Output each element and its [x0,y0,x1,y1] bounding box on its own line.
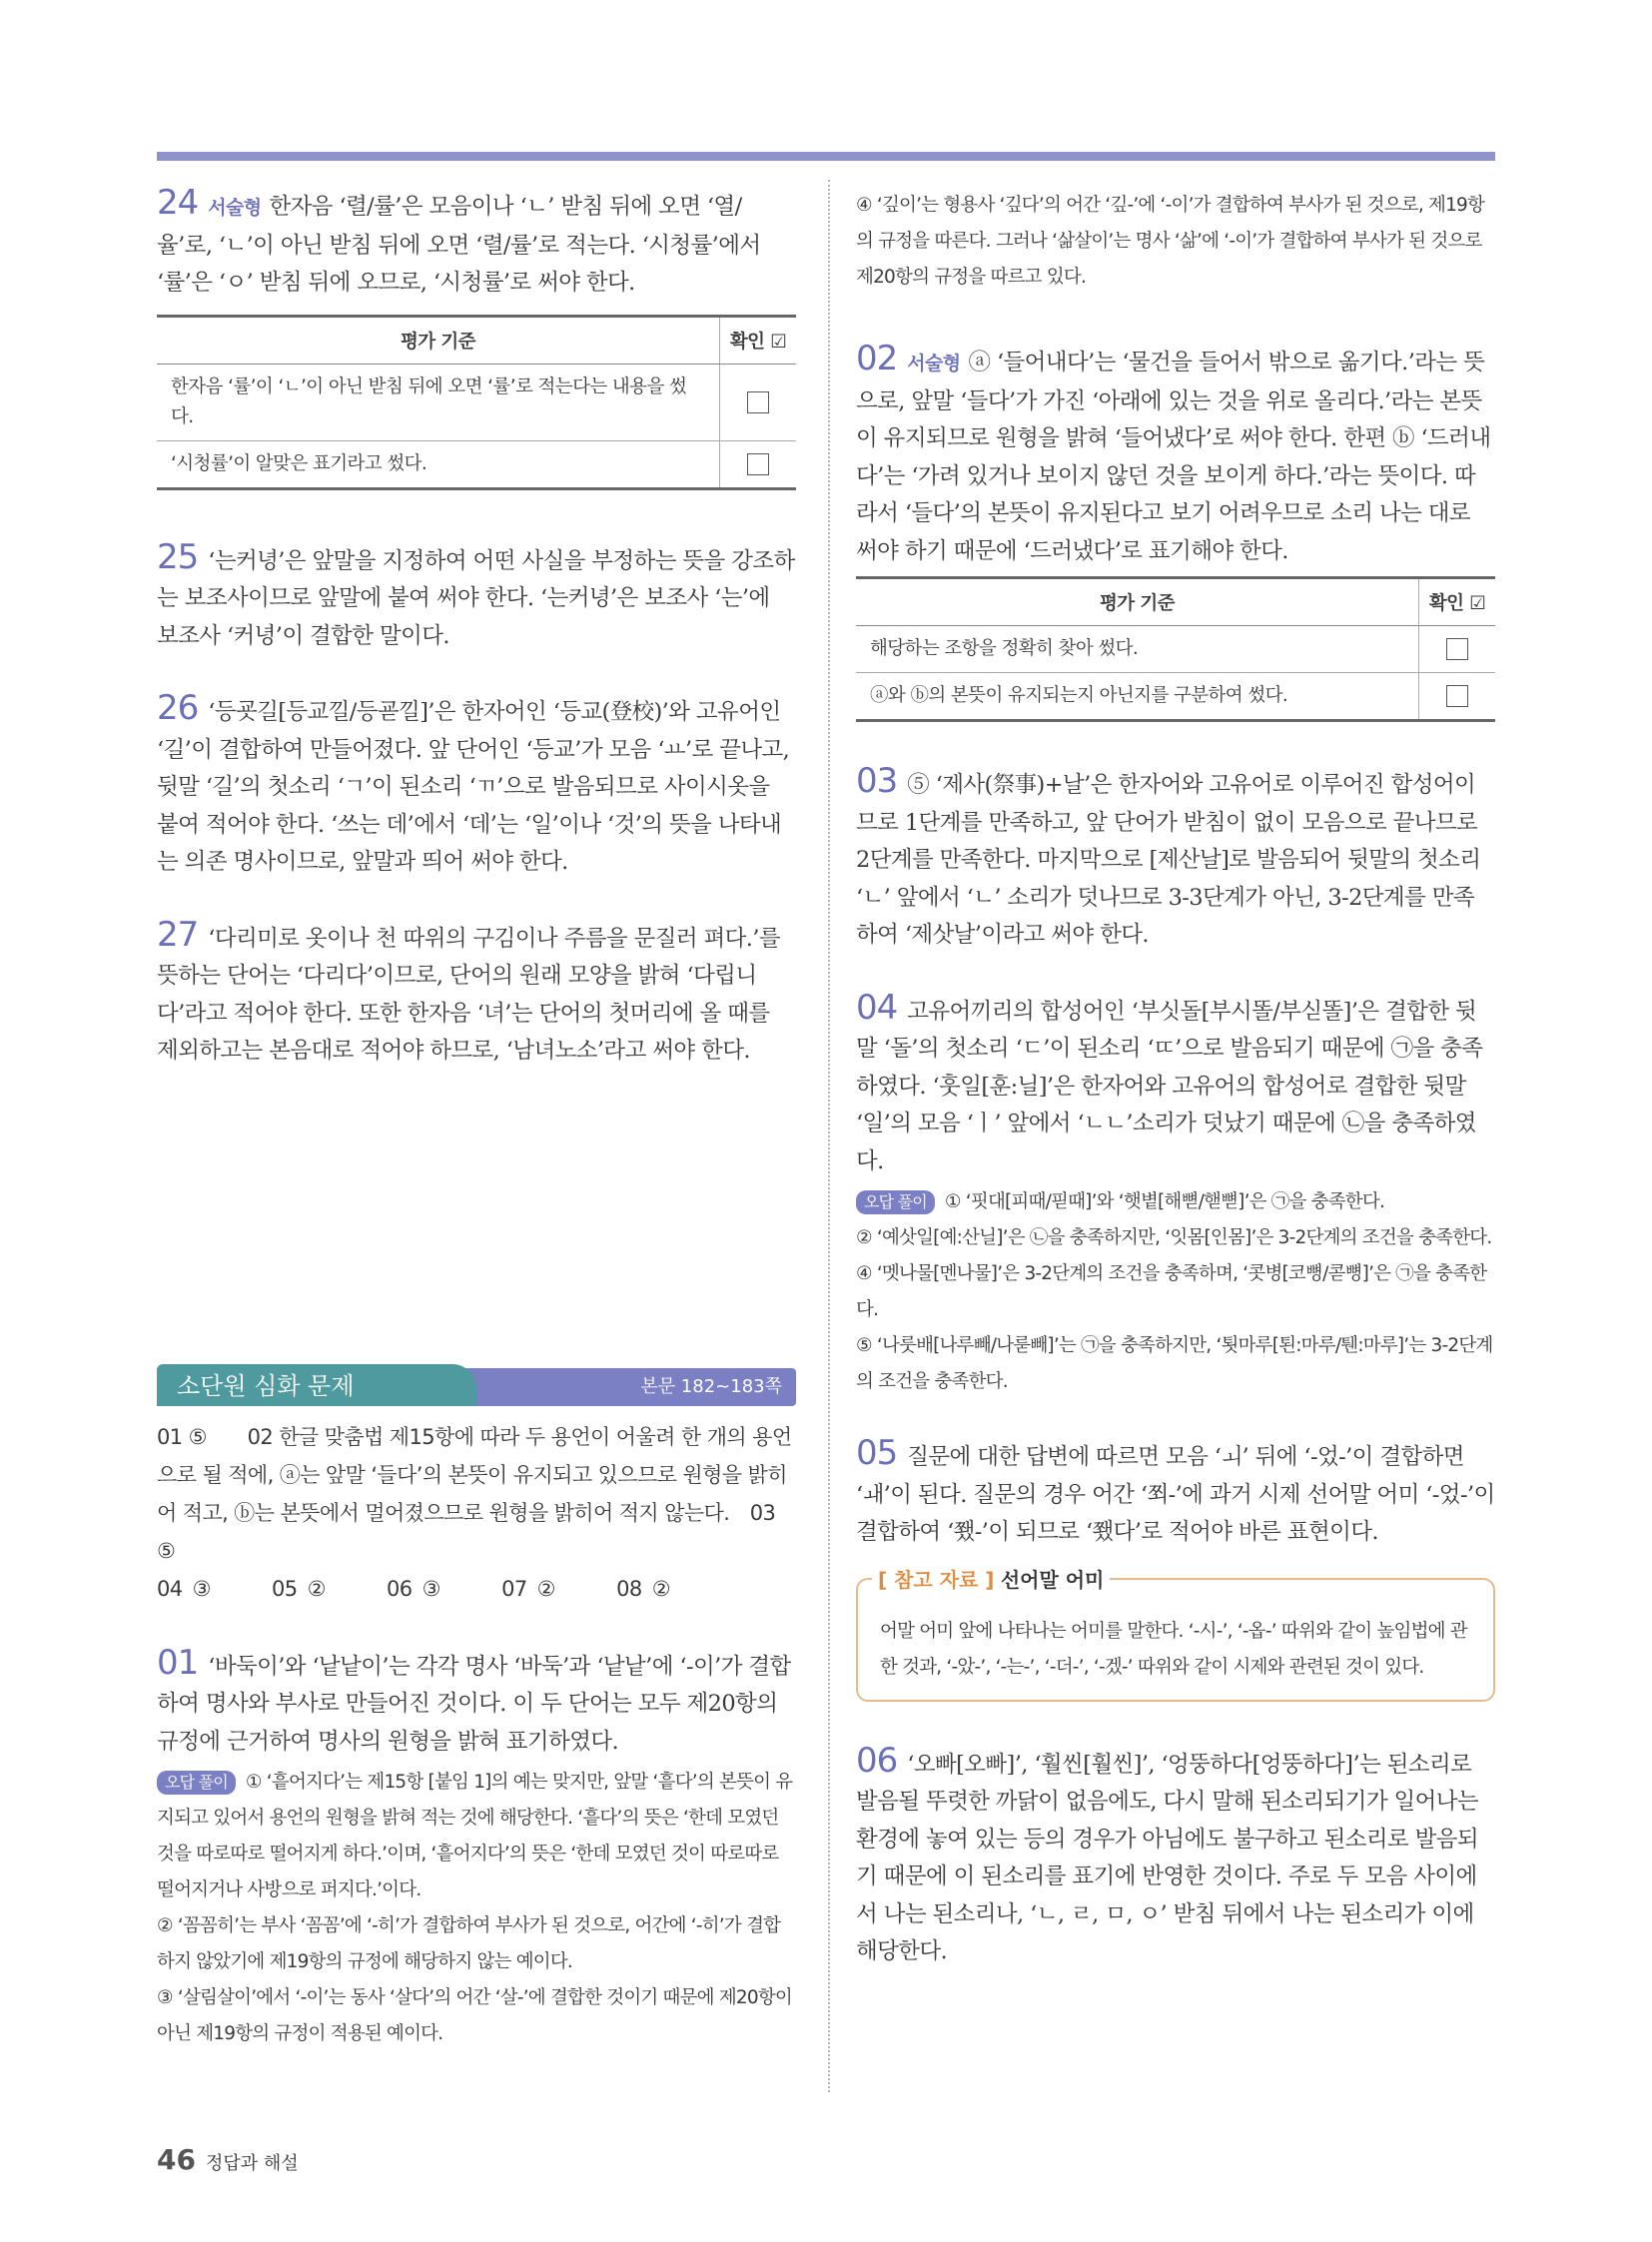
wrong-answer-tag: 오답 풀이 [157,1771,236,1795]
page-number: 46 [157,2143,196,2176]
table-row [856,673,1495,721]
criteria-text: ⓐ와 ⓑ의 본뜻이 유지되는지 아닌지를 구분하여 썼다. [856,673,1419,721]
question-number: 27 [157,914,199,955]
question-24 [157,183,796,490]
criteria-text: 한자음 ‘률’이 ‘ㄴ’이 아닌 받침 뒤에 오면 ‘률’로 적는다는 내용을 썼다. [157,364,720,440]
table-row [856,626,1495,673]
question-number: 01 [157,1642,199,1683]
page-footer [157,2143,299,2176]
right-column [856,188,1495,1971]
section-banner [157,1360,796,1406]
footer-title: 정답과 해설 [205,2153,299,2174]
question-text: ‘등굣길[등교낄/등굗낄]’은 한자어인 ‘등교(登校)’와 고유어인 ‘길’이 결합하여 만들어졌다. 앞 단어인 ‘등교’가 모음 ‘ㅛ’로 끝나고, 뒷말 ‘길’의 첫소리 ‘ㄱ’이 된소리 ‘ㄲ’으로 발음되므로 사이시옷을 붙여 적어야 한다. ‘쓰는 데’에서 ‘데’는 ‘일’이나 ‘것’의 뜻을 나타내는 의존 명사이므로, 앞말과 띄어 써야 한다. [157,699,790,875]
note-text: ① ‘흩어지다’는 제15항 [붙임 1]의 예는 맞지만, 앞말 ‘흩다’의 본뜻이 유지되고 있어서 용언의 원형을 밝혀 적는 것에 해당한다. ‘흩다’의 뜻은 ‘한데 모였던 것을 따로따로 떨어지게 하다.’이며, ‘흩어지다’의 뜻은 ‘한데 모였던 것이 따로따로 떨어지거나 사방으로 퍼지다.’이다. [157,1772,793,1900]
reference-text: 어말 어미 앞에 나타나는 어미를 말한다. ‘-시-’, ‘-옵-’ 따위와 같이 높임법에 관한 것과, ‘-았-’, ‘-는-’, ‘-더-’, ‘-겠-’ 따위와 같이 시제와 관련된 것이 있다. [880,1620,1467,1678]
essay-label: 서술형 [208,197,262,219]
banner-page-ref: 본문 182~183쪽 [640,1375,782,1397]
table-header-criteria: 평가 기준 [856,578,1419,626]
question-04 [856,987,1495,1401]
wrong-answer-tag: 오답 풀이 [856,1190,935,1214]
question-01 [157,1642,796,2053]
table-row [157,364,796,440]
question-number: 26 [157,688,199,728]
question-number: 04 [856,987,898,1028]
question-number: 02 [856,339,898,378]
left-column [157,183,796,2052]
checkbox[interactable] [747,391,769,413]
question-number: 06 [856,1740,898,1781]
question-06 [856,1740,1495,1971]
question-text: ⓐ ‘들어내다’는 ‘물건을 들어서 밖으로 옮기다.’라는 뜻으로, 앞말 ‘들다’가 가진 ‘아래에 있는 것을 위로 올리다.’라는 본뜻이 유지되므로 원형을 밝혀 ‘들어냈다’로 써야 한다. 한편 ⓑ ‘드러내다’는 ‘가려 있거나 보이지 않던 것을 보이게 하다.’라는 뜻이다. 따라서 ‘들다’의 본뜻이 유지된다고 보기 어려우므로 소리 나는 대로 써야 하기 때문에 ‘드러냈다’로 표기해야 한다. [856,350,1491,564]
question-text: ‘다리미로 옷이나 천 따위의 구김이나 주름을 문질러 펴다.’를 뜻하는 단어는 ‘다리다’이므로, 단어의 원래 모양을 밝혀 ‘다립니다’라고 적어야 한다. 또한 한자음 ‘녀’는 단어의 첫머리에 올 때를 제외하고는 본음대로 적어야 하므로, ‘남녀노소’라고 써야 한다. [157,925,781,1064]
table-header-check: 확인 ☑ [720,316,797,364]
question-number: 05 [856,1433,898,1473]
question-text: 고유어끼리의 합성어인 ‘부싯돌[부시똘/부싣똘]’은 결합한 뒷말 ‘돌’의 첫소리 ‘ㄷ’이 된소리 ‘ㄸ’으로 발음되기 때문에 ㉠을 충족하였다. ‘훗일[훈:닐]’은 한자어와 고유어의 합성어로 결합한 뒷말 ‘일’의 모음 ‘ㅣ’ 앞에서 ‘ㄴㄴ’소리가 덧났기 때문에 ㉡을 충족하였다. [856,998,1483,1174]
banner-title: 소단원 심화 문제 [157,1364,476,1406]
answer-line: 01 ⑤ 02 한글 맞춤법 제15항에 따라 두 용언이 어울려 한 개의 용언으로 될 적에, ⓐ는 앞말 ‘들다’의 본뜻이 유지되고 있으므로 원형을 밝히어 적고, ⓑ는 본뜻에서 멀어졌으므로 원형을 밝히어 적지 않는다. 03 ⑤ [157,1424,792,1563]
note-text: ② ‘예삿일[예:산닐]’은 ㉡을 충족하지만, ‘잇몸[인몸]’은 3-2단계의 조건을 충족한다. [856,1227,1492,1248]
reference-box [856,1567,1495,1702]
question-text: ‘는커녕’은 앞말을 지정하여 어떤 사실을 부정하는 뜻을 강조하는 보조사이므로 앞말에 붙여 써야 한다. ‘는커녕’은 보조사 ‘는’에 보조사 ‘커녕’이 결합한 말이다. [157,547,795,649]
question-number: 25 [157,536,199,577]
reference-title [872,1564,1110,1593]
top-accent-bar [157,152,1495,161]
question-text: ‘바둑이’와 ‘낱낱이’는 각각 명사 ‘바둑’과 ‘낱낱’에 ‘-이’가 결합하여 명사와 부사로 만들어진 것이다. 이 두 단어는 모두 제20항의 규정에 근거하여 명사의 원형을 밝혀 표기하였다. [157,1653,791,1755]
note-text: ⑤ ‘나룻배[나루빼/나룯빼]’는 ㉠을 충족하지만, ‘툇마루[퇸:마루/퉨:마루]’는 3-2단계의 조건을 충족한다. [856,1335,1493,1392]
column-divider [828,180,830,2092]
question-number: 03 [856,761,898,801]
note-text: ② ‘꼼꼼히’는 부사 ‘꼼꼼’에 ‘-히’가 결합하여 부사가 된 것으로, 어간에 ‘-히’가 결합하지 않았기에 제19항의 규정에 해당하지 않는 예이다. [157,1915,781,1972]
criteria-text: ‘시청률’이 알맞은 표기라고 썼다. [157,440,720,488]
question-02 [856,339,1495,722]
note-text: ③ ‘살림살이’에서 ‘-이’는 동사 ‘살다’의 어간 ‘살-’에 결합한 것이기 때문에 제20항이 아닌 제19항의 규정이 적용된 예이다. [157,1987,792,2044]
question-26 [157,688,796,882]
criteria-text: 해당하는 조항을 정확히 찾아 썼다. [856,626,1419,673]
question-text: 질문에 대한 답변에 따르면 모음 ‘ㅚ’ 뒤에 ‘-었-’이 결합하면 ‘ㅙ’이 된다. 질문의 경우 어간 ‘쬐-’에 과거 시제 선어말 어미 ‘-었-’이 결합하여 ‘쬈-’이 되므로 ‘쬈다’로 적어야 바른 표현이다. [856,1444,1495,1545]
question-27 [157,914,796,1071]
table-row [157,440,796,488]
answer-line: 04 ③ 05 ② 06 ③ 07 ② 08 ② [157,1576,670,1601]
question-number: 24 [157,183,199,223]
note-text: ① ‘핏대[피때/핃때]’와 ‘햇볕[해뼏/핻뼏]’은 ㉠을 충족한다. [944,1191,1385,1212]
reference-bracket: [ 참고 자료 ] [878,1567,995,1592]
note-text: ④ ‘깊이’는 형용사 ‘깊다’의 어간 ‘깊-’에 ‘-이’가 결합하여 부사가 된 것으로, 제19항의 규정을 따른다. 그러나 ‘삶살이’는 명사 ‘삶’에 ‘-이’가 결합하여 부사가 된 것으로 제20항의 규정을 따르고 있다. [856,195,1485,288]
checkbox[interactable] [747,453,769,475]
table-header-criteria: 평가 기준 [157,316,720,364]
question-03 [856,761,1495,955]
question-text: ‘오빠[오빠]’, ‘훨씬[훨씬]’, ‘엉뚱하다[엉뚱하다]’는 된소리로 발음될 뚜렷한 까닭이 없음에도, 다시 말해 된소리되기가 일어나는 환경에 놓여 있는 등의 경우가 아님에도 불구하고 된소리로 발음되기 때문에 이 된소리를 표기에 반영한 것이다. 주로 두 모음 사이에서 나는 된소리나, ‘ㄴ, ㄹ, ㅁ, ㅇ’ 받침 뒤에서 나는 된소리가 이에 해당한다. [856,1751,1479,1964]
evaluation-table [856,576,1495,722]
checkbox[interactable] [1446,685,1468,707]
question-text: 한자음 ‘렬/률’은 모음이나 ‘ㄴ’ 받침 뒤에 오면 ‘열/율’로, ‘ㄴ’이 아닌 받침 뒤에 오면 ‘렬/률’로 적는다. ‘시청률’에서 ‘률’은 ‘ㅇ’ 받침 뒤에 오므로, ‘시청률’로 써야 한다. [157,194,761,296]
reference-heading: 선어말 어미 [1000,1567,1105,1592]
question-25 [157,536,796,656]
question-text: ⑤ ‘제사(祭事)+날’은 한자어와 고유어로 이루어진 합성어이므로 1단계를 만족하고, 앞 단어가 받침이 없이 모음으로 끝나므로 2단계를 만족한다. 마지막으로 [제산날]로 발음되어 뒷말의 첫소리 ‘ㄴ’ 앞에서 ‘ㄴ’ 소리가 덧나므로 3-3단계가 아닌, 3-2단계를 만족하여 ‘제삿날’이라고 써야 한다. [856,772,1481,948]
evaluation-table [157,315,796,490]
checkbox[interactable] [1446,638,1468,660]
question-05 [856,1433,1495,1702]
essay-label: 서술형 [907,353,961,374]
table-header-check: 확인 ☑ [1419,578,1496,626]
note-text: ④ ‘멧나물[멘나물]’은 3-2단계의 조건을 충족하며, ‘콧병[코뼝/콛뼝]’은 ㉠을 충족한다. [856,1263,1487,1320]
answer-key [157,1418,796,1608]
